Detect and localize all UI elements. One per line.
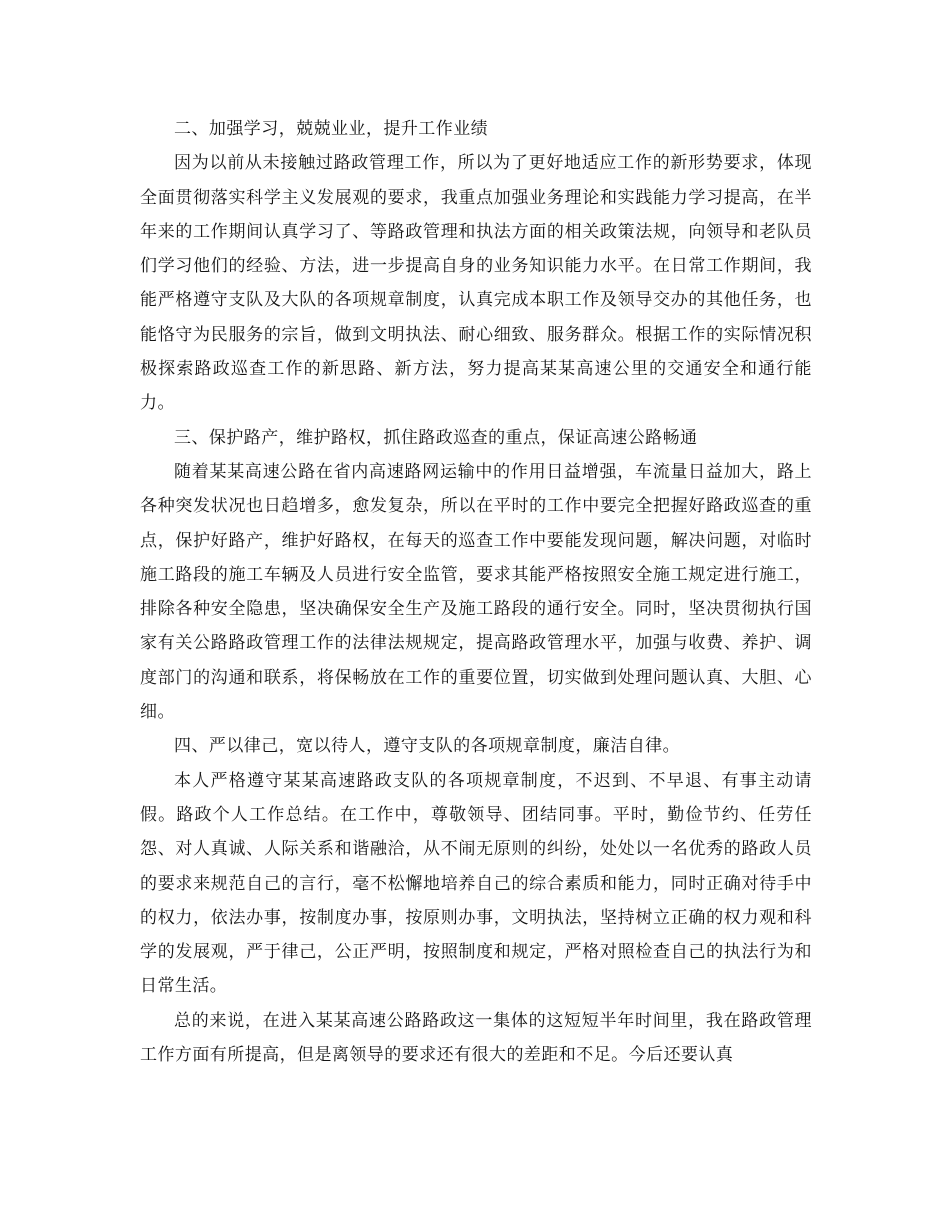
paragraph-road-protection: 随着某某高速公路在省内高速路网运输中的作用日益增强，车流量日益加大，路上各种突发状况也日趋增多，愈发复杂，所以在平时的工作中要完全把握好路政巡查的重点，保护好路产，维护好路权，在每天的巡查工作中要能发现问题，解决问题，对临时施工路段的施工车辆及人员进行安全监管，要求其能严格按照安全施工规定进行施工，排除各种安全隐患，坚决确保安全生产及施工路段的通行安全。同时，坚决贯彻执行国家有关公路路政管理工作的法律法规规定，提高路政管理水平，加强与收费、养护、调度部门的沟通和联系，将保畅放在工作的重要位置，切实做到处理问题认真、大胆、心细。	[140, 461, 812, 723]
paragraph-study: 因为以前从未接触过路政管理工作，所以为了更好地适应工作的新形势要求，体现全面贯彻落实科学主义发展观的要求，我重点加强业务理论和实践能力学习提高，在半年来的工作期间认真学习了、等路政管理和执法方面的相关政策法规，向领导和老队员们学习他们的经验、方法，进一步提高自身的业务知识能力水平。在日常工作期间，我能严格遵守支队及大队的各项规章制度，认真完成本职工作及领导交办的其他任务，也能恪守为民服务的宗旨，做到文明执法、耐心细致、服务群众。根据工作的实际情况积极探索路政巡查工作的新思路、新方法，努力提高某某高速公里的交通安全和通行能力。	[140, 153, 812, 414]
paragraph-self-discipline: 本人严格遵守某某高速路政支队的各项规章制度，不迟到、不早退、有事主动请假。路政个人工作总结。在工作中，尊敬领导、团结同事。平时，勤俭节约、任劳任怨、对人真诚、人际关系和谐融洽，从不闹无原则的纠纷，处处以一名优秀的路政人员的要求来规范自己的言行，毫不松懈地培养自己的综合素质和能力，同时正确对待手中的权力，依法办事，按制度办事，按原则办事，文明执法，坚持树立正确的权力观和科学的发展观，严于律己，公正严明，按照制度和规定，严格对照检查自己的执法行为和日常生活。	[140, 770, 812, 997]
section-heading-4: 四、严以律己，宽以待人，遵守支队的各项规章制度，廉洁自律。	[174, 736, 681, 757]
section-heading-2: 二、加强学习，兢兢业业，提升工作业绩	[174, 119, 489, 139]
section-heading-3: 三、保护路产，维护路权，抓住路政巡查的重点，保证高速公路畅通	[174, 427, 698, 448]
paragraph-summary: 总的来说，在进入某某高速公路路政这一集体的这短短半年时间里，我在路政管理工作方面有所提高，但是离领导的要求还有很大的差距和不足。今后还要认真	[140, 1010, 812, 1066]
document-body	[140, 112, 812, 1072]
